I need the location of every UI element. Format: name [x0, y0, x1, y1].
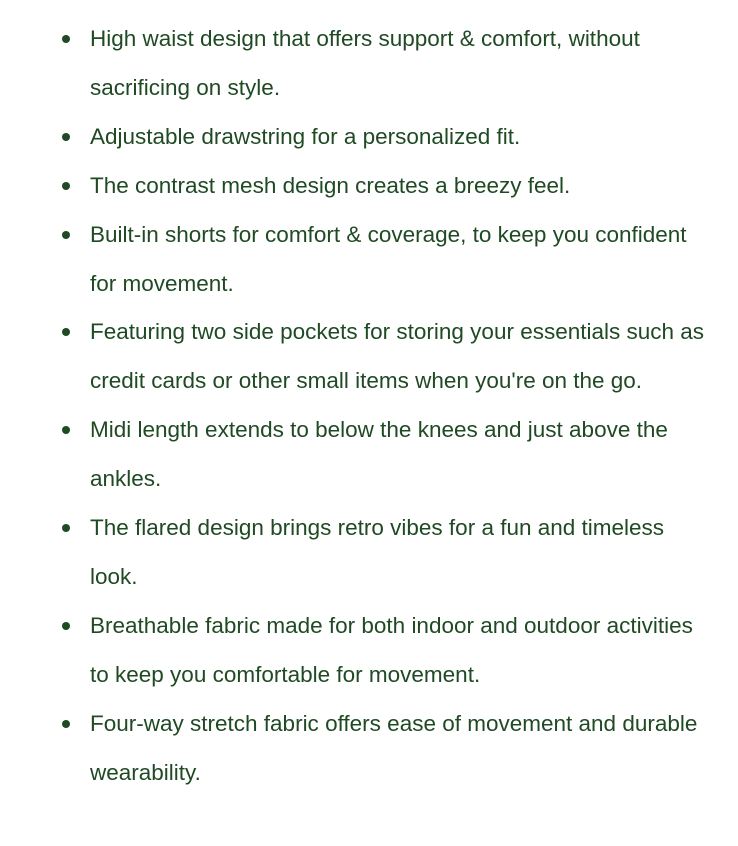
bullet-dot-icon: [62, 524, 70, 532]
bullet-dot-icon: [62, 231, 70, 239]
feature-text: Adjustable drawstring for a personalized fit.: [90, 123, 521, 149]
bullet-dot-icon: [62, 133, 70, 141]
feature-item: [90, 15, 710, 113]
feature-text: Featuring two side pockets for storing your essentials such as credit cards or other small items when you're on the go.: [90, 319, 705, 394]
feature-item: [90, 162, 710, 211]
feature-item: [90, 308, 710, 406]
feature-item: [90, 406, 710, 504]
bullet-dot-icon: [62, 426, 70, 434]
bullet-dot-icon: [62, 720, 70, 728]
feature-text: High waist design that offers support & comfort, without sacrificing on style.: [90, 26, 640, 100]
feature-item: [90, 700, 710, 798]
feature-item: [90, 211, 710, 309]
feature-text: Midi length extends to below the knees and just above the ankles.: [90, 417, 668, 492]
feature-text: The contrast mesh design creates a breezy feel.: [90, 172, 571, 198]
bullet-dot-icon: [62, 328, 70, 336]
feature-item: [90, 113, 710, 162]
feature-item: [90, 504, 710, 602]
bullet-dot-icon: [62, 622, 70, 630]
bullet-dot-icon: [62, 35, 70, 43]
feature-list: [90, 15, 710, 798]
feature-text: Built-in shorts for comfort & coverage, to keep you confident for movement.: [90, 221, 687, 296]
feature-item: [90, 602, 710, 700]
feature-text: Four-way stretch fabric offers ease of movement and durable wearability.: [90, 710, 698, 785]
bullet-dot-icon: [62, 182, 70, 190]
feature-text: The flared design brings retro vibes for a fun and timeless look.: [90, 515, 665, 589]
feature-text: Breathable fabric made for both indoor and outdoor activities to keep you comfortable for movement.: [90, 612, 693, 687]
